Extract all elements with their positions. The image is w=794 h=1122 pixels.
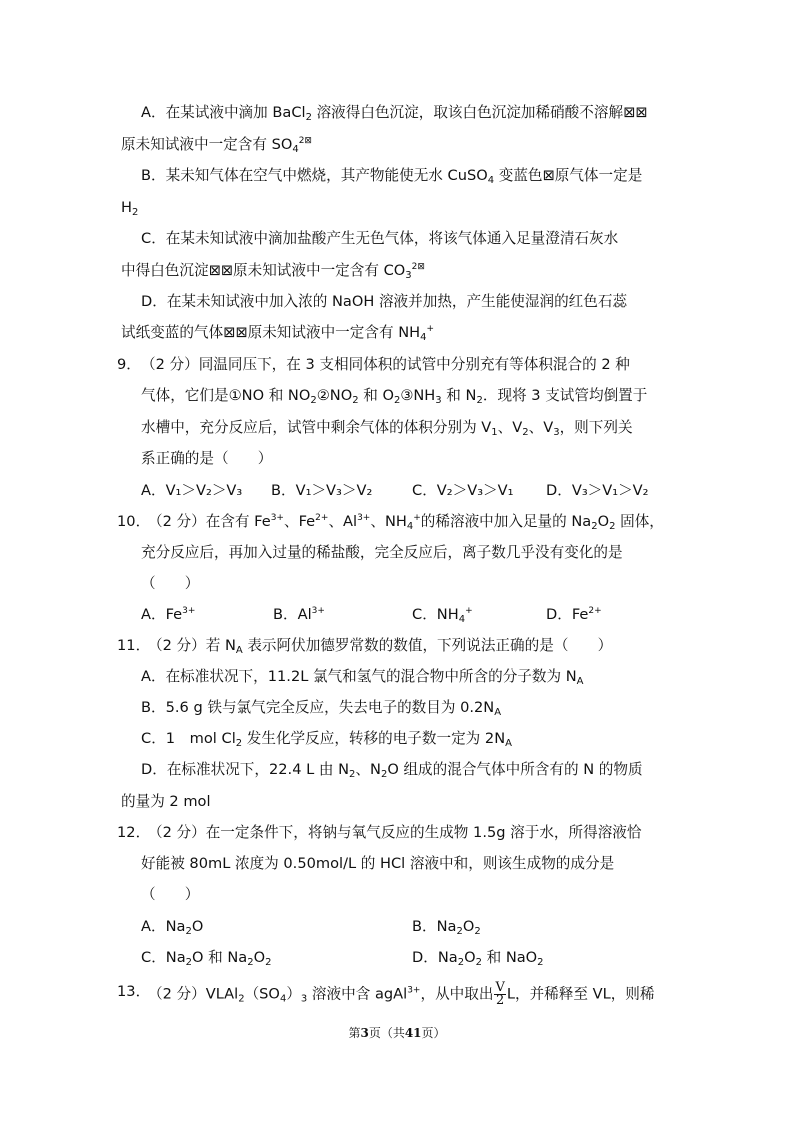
q10-stem-line3: （ ）	[141, 575, 200, 592]
q10-option-a: A．$Fe^{3+}$	[141, 606, 196, 623]
q9-number: 9．	[117, 356, 141, 373]
q10-number: 10．	[117, 513, 151, 530]
q10-option-d: D．$Fe^{2+}$	[546, 606, 602, 623]
q8-option-b-line2: $H_2$	[121, 199, 139, 218]
q9-option-a: A．V₁＞V₂＞V₃	[141, 482, 243, 499]
q11-option-a: A．在标准状况下，11.2L 氯气和氢气的混合物中所含的分子数为 $N_A$	[141, 668, 584, 687]
q11-option-c: C．1 mol $Cl_2$ 发生化学反应，转移的电子数一定为 $2N_A$	[141, 730, 512, 749]
q8-option-a-line1: A．在某试液中滴加 BaCl$_2$ 溶液得白色沉淀，取该白色沉淀加稀硝酸不溶解⊠⊠	[141, 104, 648, 123]
current-page-number: 3	[360, 1026, 369, 1040]
q9-option-c: C．V₂＞V₃＞V₁	[412, 482, 514, 499]
q9-stem-line3: 水槽中，充分反应后，试管中剩余气体的体积分别为 $V_1$、$V_2$、$V_3$，则下列关	[141, 419, 633, 438]
q8-option-a-line2: 原未知试液中一定含有 $SO_4^{2⊠}$	[121, 136, 312, 155]
q12-option-b: B．$Na_2O_2$	[412, 918, 481, 937]
page-footer: 第3页（共41页）	[348, 1026, 446, 1040]
q12-number: 12．	[117, 824, 151, 841]
q10-option-b: B．$Al^{3+}$	[273, 606, 325, 623]
q8-option-b-line1: B．某未知气体在空气中燃烧，其产物能使无水 CuSO$_4$ 变蓝色⊠原气体一定是	[141, 167, 643, 186]
q8-option-c-line1: C．在某未知试液中滴加盐酸产生无色气体，将该气体通入足量澄清石灰水	[141, 230, 619, 247]
q10-stem-line2: 充分反应后，再加入过量的稀盐酸，完全反应后，离子数几乎没有变化的是	[141, 544, 623, 561]
total-page-count: 41	[404, 1026, 422, 1040]
q12-option-c: C．$Na_2O$ 和 $Na_2O_2$	[141, 949, 272, 968]
q8-option-c-line2: 中得白色沉淀⊠⊠原未知试液中一定含有 $CO_3^{2⊠}$	[121, 262, 425, 281]
q12-option-a: A．$Na_2O$	[141, 918, 204, 937]
q11-option-d-line2: 的量为 2 mol	[121, 793, 211, 810]
q9-option-b: B．V₁＞V₃＞V₂	[271, 482, 373, 499]
q11-option-d-line1: D．在标准状况下，22.4 L 由 $N_2$、$N_2O$ 组成的混合气体中所含有的 N 的物质	[141, 761, 643, 780]
q11-stem: （2 分）若 $N_A$ 表示阿伏加德罗常数的数值，下列说法正确的是（ ）	[148, 637, 613, 656]
q10-stem-line1: （2 分）在含有 $Fe^{3+}$、$Fe^{2+}$、$Al^{3+}$、$NH_4^+$的稀溶液中加入足量的 $Na_2O_2$ 固体，	[148, 513, 664, 532]
q12-stem-line2: 好能被 80mL 浓度为 0.50mol/L 的 HCl 溶液中和，则该生成物的成分是	[141, 855, 615, 872]
q11-number: 11．	[117, 637, 151, 654]
q12-stem-line3: （ ）	[141, 886, 200, 903]
q13-stem-line1: （2 分）$VLAl_2(SO_4)_3$ 溶液中含 agAl$^{3+}$，从中取出 $\frac{V}{2}$ L，并稀释至 VL，则稀	[148, 980, 655, 1008]
q12-stem-line1: （2 分）在一定条件下，将钠与氧气反应的生成物 1.5g 溶于水，所得溶液恰	[148, 824, 642, 841]
q9-stem-line1: （2 分）同温同压下，在 3 支相同体积的试管中分别充有等体积混合的 2 种	[141, 356, 630, 373]
q8-option-d-line1: D．在某未知试液中加入浓的 NaOH 溶液并加热，产生能使湿润的红色石蕊	[141, 293, 628, 310]
q9-option-d: D．V₃＞V₁＞V₂	[546, 482, 649, 499]
q8-option-d-line2: 试纸变蓝的气体⊠⊠原未知试液中一定含有 $NH_4^+$	[121, 324, 435, 343]
q11-option-b: B．5.6 g 铁与氯气完全反应，失去电子的数目为 $0.2N_A$	[141, 699, 502, 718]
fraction-v-over-2: $\frac{V}{2}$	[495, 980, 505, 1008]
q9-stem-line4: 系正确的是（ ）	[141, 450, 273, 467]
q9-stem-line2: 气体，它们是①NO 和 $NO_2②NO_2$ 和 $O_2③NH_3$ 和 $N_2$．现将 3 支试管均倒置于	[141, 387, 648, 406]
q12-option-d: D．$Na_2O_2$ 和 NaO$_2$	[412, 949, 544, 968]
q10-option-c: C．$NH_4^+$	[412, 606, 473, 625]
q13-number: 13．	[117, 983, 151, 1000]
